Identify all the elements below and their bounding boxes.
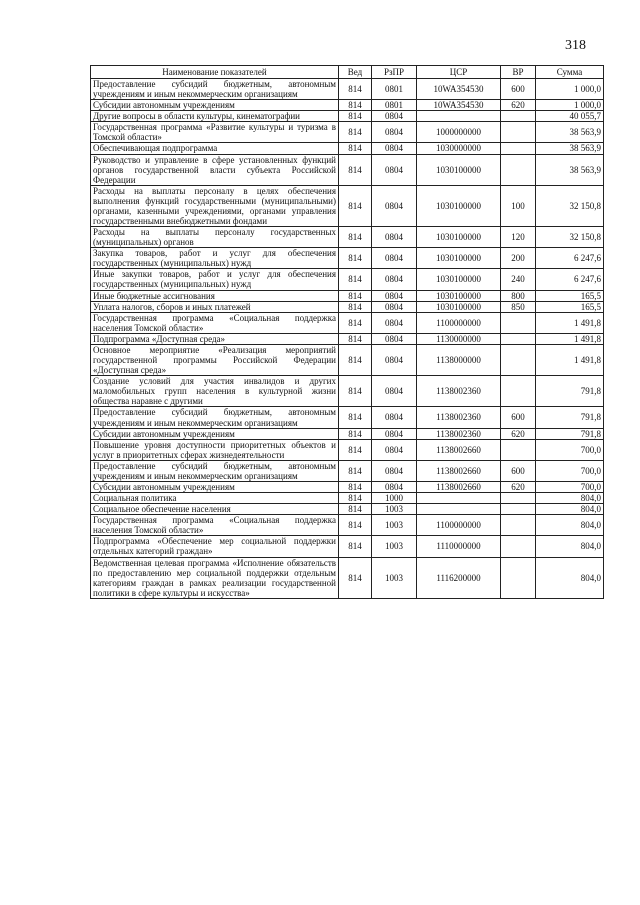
table-row (91, 269, 604, 290)
cell-sum: 165,5 (536, 290, 604, 301)
table-row (91, 122, 604, 143)
cell-vr: 600 (501, 460, 536, 481)
cell-rzpr: 0804 (372, 227, 417, 248)
cell-ved: 814 (339, 333, 372, 344)
cell-csr: 1100000000 (417, 515, 501, 536)
cell-name: Предоставление субсидий бюджетным, автономным учреждениям и иным некоммерческим организациям (91, 407, 339, 428)
cell-rzpr: 0804 (372, 290, 417, 301)
table-row (91, 154, 604, 185)
cell-sum: 700,0 (536, 481, 604, 492)
header-ved: Вед (339, 66, 372, 79)
cell-sum: 32 150,8 (536, 185, 604, 226)
table-row (91, 185, 604, 226)
cell-sum: 1 491,8 (536, 312, 604, 333)
cell-csr: 1138002660 (417, 439, 501, 460)
cell-ved: 814 (339, 376, 372, 407)
cell-csr: 1138002660 (417, 460, 501, 481)
cell-name: Расходы на выплаты персоналу в целях обеспечения выполнения функций государственными (муниципальными) органами, казенными учреждениями, органами управления государственными внебюджетными фондами (91, 185, 339, 226)
cell-rzpr: 0804 (372, 312, 417, 333)
table-row (91, 333, 604, 344)
cell-rzpr: 0804 (372, 407, 417, 428)
cell-vr: 850 (501, 301, 536, 312)
cell-csr: 1030100000 (417, 227, 501, 248)
table-row (91, 536, 604, 557)
cell-csr: 1130000000 (417, 333, 501, 344)
cell-vr (501, 154, 536, 185)
cell-csr: 1000000000 (417, 122, 501, 143)
cell-sum: 6 247,6 (536, 248, 604, 269)
cell-rzpr: 0804 (372, 248, 417, 269)
cell-ved: 814 (339, 493, 372, 504)
cell-rzpr: 1003 (372, 536, 417, 557)
table-row (91, 248, 604, 269)
cell-ved: 814 (339, 154, 372, 185)
cell-vr: 620 (501, 481, 536, 492)
cell-ved: 814 (339, 301, 372, 312)
cell-name: Субсидии автономным учреждениям (91, 481, 339, 492)
cell-csr: 1138002660 (417, 481, 501, 492)
cell-rzpr: 0804 (372, 301, 417, 312)
cell-sum: 38 563,9 (536, 154, 604, 185)
cell-vr: 620 (501, 428, 536, 439)
cell-ved: 814 (339, 100, 372, 111)
cell-name: Расходы на выплаты персоналу государственных (муниципальных) органов (91, 227, 339, 248)
cell-ved: 814 (339, 227, 372, 248)
cell-vr (501, 557, 536, 598)
cell-ved: 814 (339, 504, 372, 515)
table-row (91, 515, 604, 536)
cell-sum: 791,8 (536, 407, 604, 428)
cell-rzpr: 0804 (372, 143, 417, 154)
cell-vr: 120 (501, 227, 536, 248)
cell-csr: 1030100000 (417, 290, 501, 301)
table-row (91, 481, 604, 492)
cell-name: Создание условий для участия инвалидов и других маломобильных групп населения в культурной жизни общества наравне с другими (91, 376, 339, 407)
cell-csr: 1110000000 (417, 536, 501, 557)
cell-vr (501, 143, 536, 154)
cell-sum: 1 491,8 (536, 344, 604, 375)
budget-table (90, 65, 604, 599)
table-row (91, 439, 604, 460)
cell-name: Социальное обеспечение населения (91, 504, 339, 515)
cell-rzpr: 0804 (372, 111, 417, 122)
cell-csr: 1030000000 (417, 143, 501, 154)
cell-ved: 814 (339, 79, 372, 100)
cell-rzpr: 0804 (372, 460, 417, 481)
table-row (91, 460, 604, 481)
cell-name: Субсидии автономным учреждениям (91, 100, 339, 111)
cell-rzpr: 0804 (372, 376, 417, 407)
cell-sum: 32 150,8 (536, 227, 604, 248)
header-sum: Сумма (536, 66, 604, 79)
cell-vr: 600 (501, 407, 536, 428)
cell-name: Государственная программа «Социальная поддержка населения Томской области» (91, 312, 339, 333)
cell-vr (501, 312, 536, 333)
cell-csr: 10WA354530 (417, 100, 501, 111)
table-row (91, 376, 604, 407)
table-row (91, 227, 604, 248)
cell-rzpr: 0801 (372, 100, 417, 111)
header-name: Наименование показателей (91, 66, 339, 79)
cell-rzpr: 0804 (372, 154, 417, 185)
table-row (91, 407, 604, 428)
cell-vr: 600 (501, 79, 536, 100)
cell-vr: 200 (501, 248, 536, 269)
cell-ved: 814 (339, 481, 372, 492)
cell-rzpr: 0804 (372, 269, 417, 290)
cell-csr: 1138002360 (417, 376, 501, 407)
cell-sum: 804,0 (536, 536, 604, 557)
table-row (91, 493, 604, 504)
table-row (91, 301, 604, 312)
cell-sum: 38 563,9 (536, 122, 604, 143)
cell-ved: 814 (339, 460, 372, 481)
table-row (91, 79, 604, 100)
cell-vr (501, 493, 536, 504)
cell-name: Обеспечивающая подпрограмма (91, 143, 339, 154)
cell-ved: 814 (339, 428, 372, 439)
cell-ved: 814 (339, 111, 372, 122)
cell-name: Закупка товаров, работ и услуг для обеспечения государственных (муниципальных) нужд (91, 248, 339, 269)
cell-rzpr: 0804 (372, 344, 417, 375)
cell-csr: 10WA354530 (417, 79, 501, 100)
cell-ved: 814 (339, 344, 372, 375)
cell-vr (501, 344, 536, 375)
cell-sum: 6 247,6 (536, 269, 604, 290)
table-row (91, 428, 604, 439)
cell-sum: 1 000,0 (536, 100, 604, 111)
cell-ved: 814 (339, 439, 372, 460)
cell-name: Субсидии автономным учреждениям (91, 428, 339, 439)
cell-name: Социальная политика (91, 493, 339, 504)
cell-sum: 700,0 (536, 460, 604, 481)
cell-rzpr: 1003 (372, 504, 417, 515)
cell-csr: 1138002360 (417, 428, 501, 439)
table-row (91, 290, 604, 301)
cell-csr (417, 111, 501, 122)
cell-ved: 814 (339, 185, 372, 226)
cell-vr: 240 (501, 269, 536, 290)
header-csr: ЦСР (417, 66, 501, 79)
cell-csr (417, 493, 501, 504)
cell-vr: 620 (501, 100, 536, 111)
cell-ved: 814 (339, 269, 372, 290)
cell-sum: 1 491,8 (536, 333, 604, 344)
header-rzpr: РзПР (372, 66, 417, 79)
cell-name: Подпрограмма «Обеспечение мер социальной поддержки отдельных категорий граждан» (91, 536, 339, 557)
table-row (91, 557, 604, 598)
cell-ved: 814 (339, 536, 372, 557)
cell-csr: 1030100000 (417, 269, 501, 290)
cell-csr: 1138000000 (417, 344, 501, 375)
cell-sum: 804,0 (536, 515, 604, 536)
cell-rzpr: 0804 (372, 439, 417, 460)
cell-name: Основное мероприятие «Реализация мероприятий государственной программы Российской Федерации «Доступная среда» (91, 344, 339, 375)
cell-ved: 814 (339, 312, 372, 333)
cell-rzpr: 0804 (372, 185, 417, 226)
cell-vr (501, 515, 536, 536)
cell-name: Подпрограмма «Доступная среда» (91, 333, 339, 344)
cell-vr (501, 122, 536, 143)
cell-ved: 814 (339, 515, 372, 536)
cell-csr: 1030100000 (417, 248, 501, 269)
cell-name: Иные закупки товаров, работ и услуг для обеспечения государственных (муниципальных) нужд (91, 269, 339, 290)
cell-ved: 814 (339, 248, 372, 269)
cell-vr (501, 333, 536, 344)
cell-csr: 1116200000 (417, 557, 501, 598)
cell-name: Ведомственная целевая программа «Исполнение обязательств по предоставлению мер социальной поддержки отдельным категориям граждан в рамках реализации государственной политики в сфере культуры и искусства» (91, 557, 339, 598)
cell-vr: 100 (501, 185, 536, 226)
cell-name: Другие вопросы в области культуры, кинематографии (91, 111, 339, 122)
table-header-row (91, 66, 604, 79)
cell-sum: 804,0 (536, 504, 604, 515)
cell-csr (417, 504, 501, 515)
cell-sum: 791,8 (536, 376, 604, 407)
table-row (91, 344, 604, 375)
header-vr: ВР (501, 66, 536, 79)
cell-name: Предоставление субсидий бюджетным, автономным учреждениям и иным некоммерческим организациям (91, 460, 339, 481)
table-row (91, 100, 604, 111)
cell-sum: 791,8 (536, 428, 604, 439)
cell-ved: 814 (339, 407, 372, 428)
cell-csr: 1138002360 (417, 407, 501, 428)
cell-rzpr: 0801 (372, 79, 417, 100)
page-number: 318 (565, 38, 586, 53)
cell-sum: 38 563,9 (536, 143, 604, 154)
cell-rzpr: 0804 (372, 428, 417, 439)
cell-ved: 814 (339, 122, 372, 143)
cell-vr: 800 (501, 290, 536, 301)
cell-sum: 40 055,7 (536, 111, 604, 122)
cell-vr (501, 536, 536, 557)
cell-ved: 814 (339, 143, 372, 154)
cell-sum: 804,0 (536, 557, 604, 598)
cell-sum: 165,5 (536, 301, 604, 312)
cell-vr (501, 111, 536, 122)
cell-csr: 1030100000 (417, 301, 501, 312)
cell-name: Руководство и управление в сфере установленных функций органов государственной власти субъекта Российской Федерации (91, 154, 339, 185)
cell-rzpr: 1000 (372, 493, 417, 504)
cell-vr (501, 504, 536, 515)
cell-ved: 814 (339, 290, 372, 301)
table-row (91, 111, 604, 122)
cell-sum: 1 000,0 (536, 79, 604, 100)
cell-sum: 804,0 (536, 493, 604, 504)
cell-name: Государственная программа «Социальная поддержка населения Томской области» (91, 515, 339, 536)
cell-rzpr: 1003 (372, 557, 417, 598)
cell-name: Предоставление субсидий бюджетным, автономным учреждениям и иным некоммерческим организациям (91, 79, 339, 100)
cell-name: Иные бюджетные ассигнования (91, 290, 339, 301)
cell-csr: 1030100000 (417, 154, 501, 185)
cell-ved: 814 (339, 557, 372, 598)
cell-name: Уплата налогов, сборов и иных платежей (91, 301, 339, 312)
table-row (91, 504, 604, 515)
cell-rzpr: 1003 (372, 515, 417, 536)
cell-rzpr: 0804 (372, 122, 417, 143)
cell-csr: 1100000000 (417, 312, 501, 333)
cell-rzpr: 0804 (372, 333, 417, 344)
cell-rzpr: 0804 (372, 481, 417, 492)
cell-name: Повышение уровня доступности приоритетных объектов и услуг в приоритетных сферах жизнедеятельности (91, 439, 339, 460)
cell-vr (501, 439, 536, 460)
cell-sum: 700,0 (536, 439, 604, 460)
cell-csr: 1030100000 (417, 185, 501, 226)
table-row (91, 143, 604, 154)
cell-name: Государственная программа «Развитие культуры и туризма в Томской области» (91, 122, 339, 143)
cell-vr (501, 376, 536, 407)
table-row (91, 312, 604, 333)
